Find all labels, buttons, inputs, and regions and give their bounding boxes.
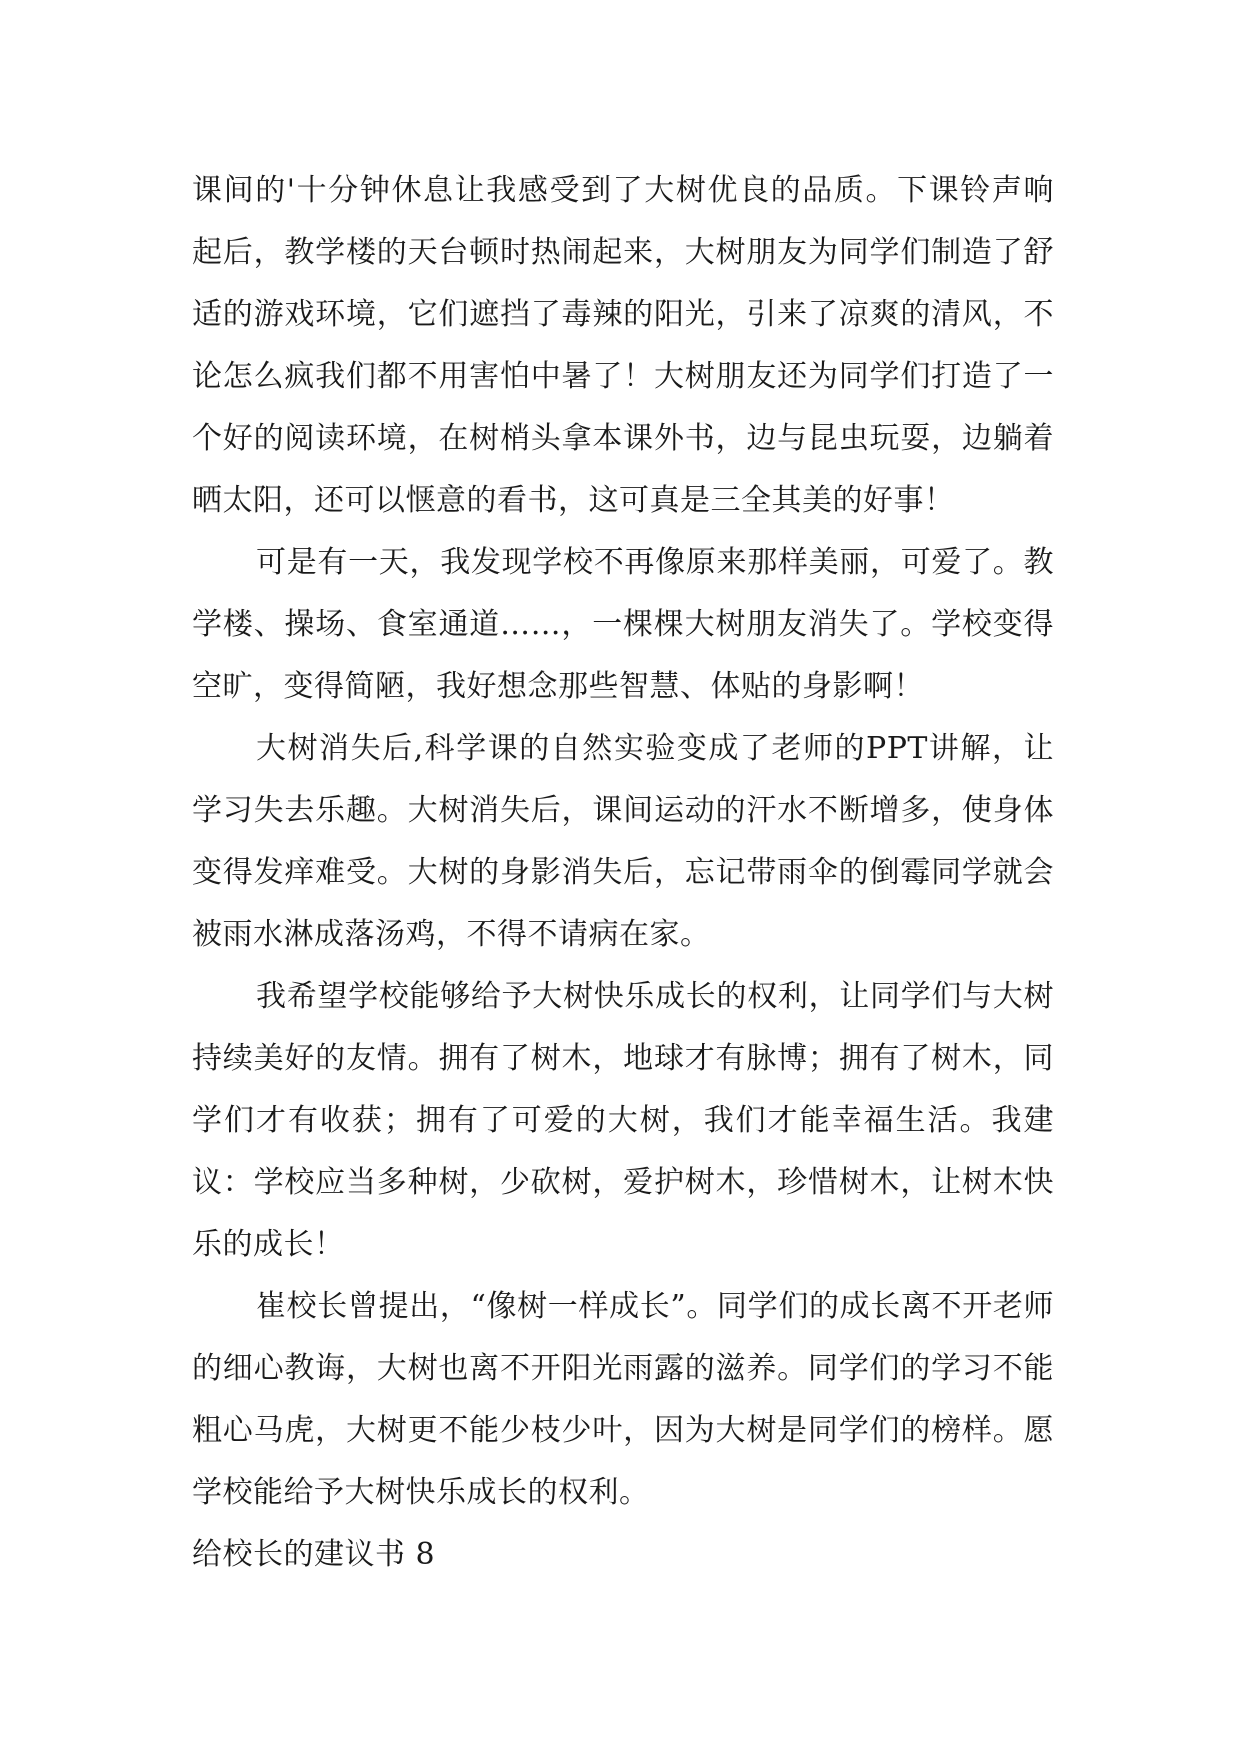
paragraph-4: 我希望学校能够给予大树快乐成长的权利，让同学们与大树持续美好的友情。拥有了树木，地球才有脉博；拥有了树木，同学们才有收获；拥有了可爱的大树，我们才能幸福生活。我建议：学校应当多种树，少砍树，爱护树木，珍惜树木，让树木快乐的成长！ (192, 979, 1054, 1262)
paragraph-1: 课间的'十分钟休息让我感受到了大树优良的品质。下课铃声响起后，教学楼的天台顿时热闹起来，大树朋友为同学们制造了舒适的游戏环境，它们遮挡了毒辣的阳光，引来了凉爽的清风，不论怎么疯我们都不用害怕中暑了！大树朋友还为同学们打造了一个好的阅读环境，在树梢头拿本课外书，边与昆虫玩耍，边躺着晒太阳，还可以惬意的看书，这可真是三全其美的好事！ (192, 173, 1054, 518)
document-body (192, 160, 1054, 1586)
paragraph-5: 崔校长曾提出，“像树一样成长”。同学们的成长离不开老师的细心教诲，大树也离不开阳光雨露的滋养。同学们的学习不能粗心马虎，大树更不能少枝少叶，因为大树是同学们的榜样。愿学校能给予大树快乐成长的权利。 (192, 1289, 1054, 1510)
section-heading: 给校长的建议书 8 (192, 1537, 436, 1572)
paragraph-3: 大树消失后,科学课的自然实验变成了老师的PPT讲解，让学习失去乐趣。大树消失后，课间运动的汗水不断增多，使身体变得发痒难受。大树的身影消失后，忘记带雨伞的倒霉同学就会被雨水淋成落汤鸡，不得不请病在家。 (192, 731, 1054, 952)
paragraph-2: 可是有一天，我发现学校不再像原来那样美丽，可爱了。教学楼、操场、食室通道……，一棵棵大树朋友消失了。学校变得空旷，变得简陋，我好想念那些智慧、体贴的身影啊！ (192, 545, 1054, 704)
